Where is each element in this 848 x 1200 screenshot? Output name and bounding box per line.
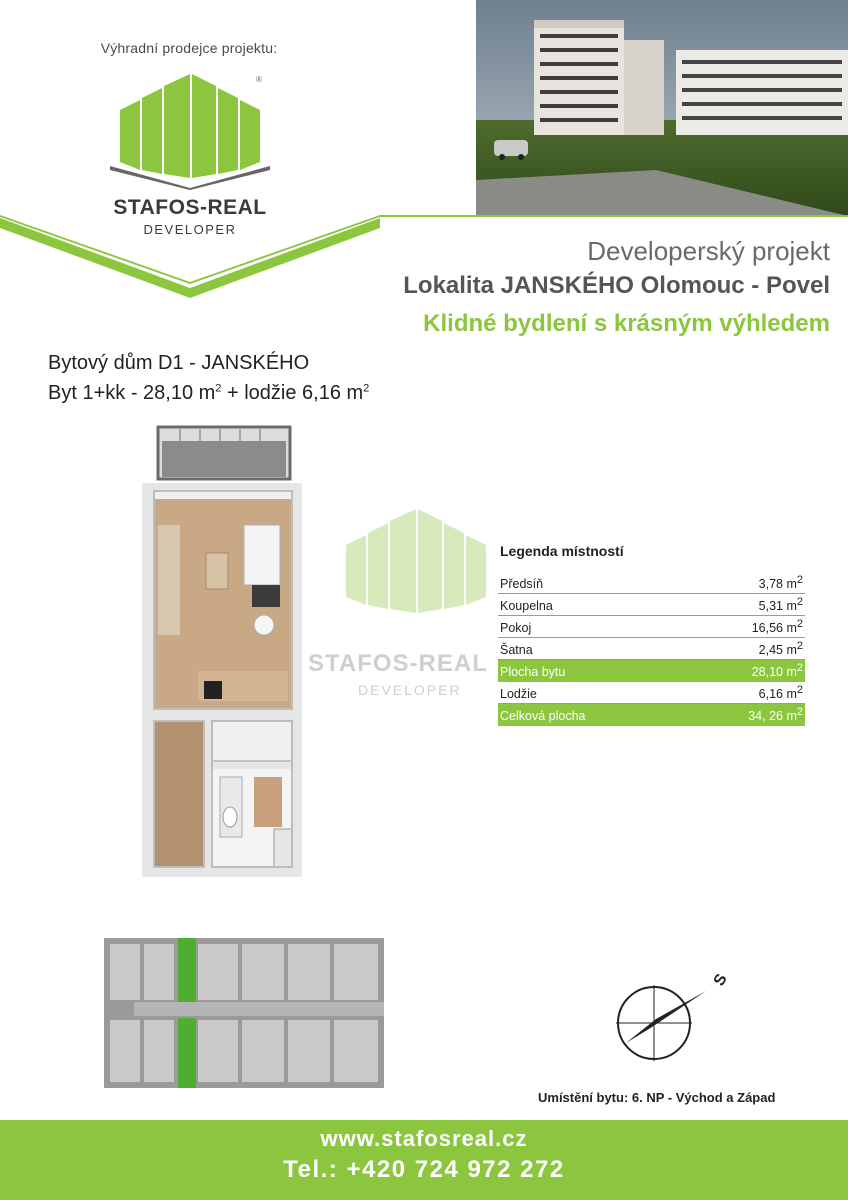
watermark-brand-name: STAFOS-REAL [308,650,488,677]
brand-name: STAFOS-REAL [113,196,267,219]
watermark-logo-icon [336,505,496,625]
legend-row-satna: Šatna 2,45 $m^2$ [498,638,805,660]
brand-subtitle: DEVELOPER [143,222,237,237]
stafos-logo-icon [110,70,270,190]
project-render-photo [476,0,848,216]
floor-site-plan [100,930,390,1090]
legend-row-koupelna: Koupelna 5,31 $m^2$ [498,594,805,616]
legend-row-plocha-bytu: Plocha bytu 28,10 $m^2$ [498,660,805,682]
svg-text:®: ® [256,75,262,84]
room-legend-table [498,572,805,726]
building-name: Bytový dům D1 - JANSKÉHO [48,352,310,374]
watermark-brand-subtitle: DEVELOPER [358,682,462,698]
flat-floorplan [140,425,315,880]
project-slogan: Klidné bydlení s krásným výhledem [423,310,830,337]
website-link[interactable]: www.stafosreal.cz [320,1126,528,1151]
phone-number[interactable]: Tel.: +420 724 972 272 [283,1156,565,1183]
flat-placement: Umístění bytu: 6. NP - Východ a Západ [538,1090,776,1105]
project-title: Developerský projekt [587,236,830,266]
legend-title: Legenda místností [500,543,624,559]
exclusive-seller-label: Výhradní prodejce projektu: [100,40,278,56]
compass-icon [612,965,752,1065]
legend-row-predsin: Předsíň 3,78 $m^2$ [498,572,805,594]
legend-row-pokoj: Pokoj 16,56 $m^2$ [498,616,805,638]
flat-size: Byt 1+kk - 28,10 $m^2$ + lodžie 6,16 $m^2$ [48,382,370,404]
project-location: Lokalita JANSKÉHO Olomouc - Povel [403,272,830,299]
legend-row-lodzie: Lodžie 6,16 $m^2$ [498,682,805,704]
svg-text:S: S [710,971,731,989]
legend-row-celkova-plocha: Celková plocha 34, 26 $m^2$ [498,704,805,726]
